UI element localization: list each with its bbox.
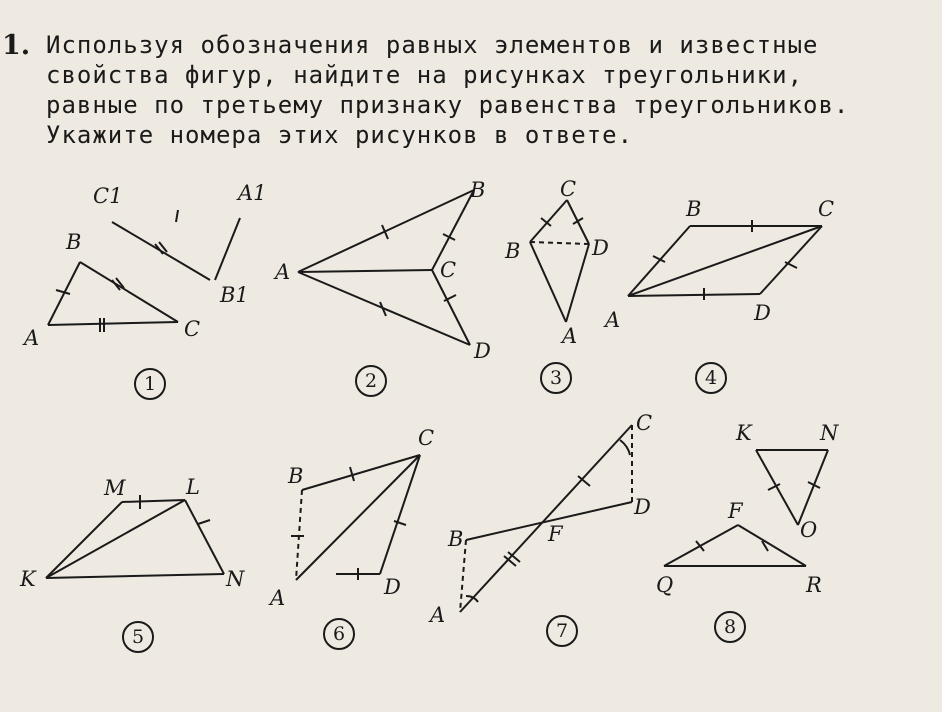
figure-8 bbox=[656, 421, 839, 642]
figure-1-label: B bbox=[66, 230, 82, 254]
figure-1-label: C1 bbox=[93, 184, 123, 208]
figure-5-label: M bbox=[104, 476, 126, 500]
figure-3-label: B bbox=[505, 239, 521, 263]
figure-3-label: C bbox=[560, 177, 577, 201]
figure-4-label: A bbox=[605, 308, 621, 332]
task-number: 1. bbox=[2, 30, 31, 61]
figure-3-number: 3 bbox=[549, 367, 563, 389]
figure-1-label: B1 bbox=[220, 283, 249, 307]
figure-7-label: F bbox=[548, 522, 563, 546]
figure-8-number: 8 bbox=[723, 616, 737, 638]
figure-5-number: 5 bbox=[131, 626, 145, 648]
figure-6-label: A bbox=[270, 586, 286, 610]
figure-6-label: C bbox=[418, 426, 435, 450]
figure-5-label: L bbox=[186, 475, 200, 499]
figure-7 bbox=[428, 411, 652, 646]
figure-2 bbox=[273, 178, 491, 396]
figure-7-label: C bbox=[636, 411, 653, 435]
figure-2-label: C bbox=[440, 258, 457, 282]
figure-5-label: K bbox=[20, 567, 36, 591]
task-line: Укажите номера этих рисунков в ответе. bbox=[46, 121, 634, 149]
figure-4-number: 4 bbox=[704, 367, 718, 389]
figure-3-label: A bbox=[562, 324, 578, 348]
figure-8-label: R bbox=[806, 573, 822, 597]
figure-8-label: F bbox=[728, 499, 743, 523]
figure-8-label: N bbox=[820, 421, 839, 445]
task-line: свойства фигур, найдите на рисунках треугольники, bbox=[46, 61, 804, 89]
figure-7-label: A bbox=[430, 603, 446, 627]
figure-6 bbox=[268, 426, 434, 649]
figure-3-label: D bbox=[592, 236, 609, 260]
figure-6-label: B bbox=[288, 464, 304, 488]
figure-2-label: B bbox=[470, 178, 486, 202]
figure-7-number: 7 bbox=[555, 620, 569, 642]
figure-8-label: Q bbox=[656, 573, 674, 597]
figure-2-number: 2 bbox=[364, 370, 378, 392]
task-line: равные по третьему признаку равенства треугольников. bbox=[46, 91, 850, 119]
figure-6-number: 6 bbox=[332, 623, 346, 645]
figure-7-label: D bbox=[634, 495, 651, 519]
task-line: Используя обозначения равных элементов и известные bbox=[46, 31, 819, 59]
figure-6-label: D bbox=[384, 575, 401, 599]
figure-5 bbox=[19, 475, 245, 652]
figure-2-label: D bbox=[474, 339, 491, 363]
figure-2-label: A bbox=[275, 260, 291, 284]
figure-8-label: K bbox=[736, 421, 752, 445]
figure-8-label: O bbox=[800, 518, 818, 542]
figure-4-label: D bbox=[754, 301, 771, 325]
figure-3 bbox=[504, 177, 609, 393]
figure-5-label: N bbox=[226, 567, 245, 591]
figure-7-label: B bbox=[448, 527, 464, 551]
figure-1-label: A1 bbox=[238, 181, 267, 205]
figure-1-label: C bbox=[184, 317, 201, 341]
figure-4-label: C bbox=[818, 197, 835, 221]
figure-4 bbox=[603, 197, 834, 393]
figure-1 bbox=[22, 181, 267, 399]
figure-1-number: 1 bbox=[143, 373, 157, 395]
figure-4-label: B bbox=[686, 197, 702, 221]
figure-1-label: A bbox=[24, 326, 40, 350]
